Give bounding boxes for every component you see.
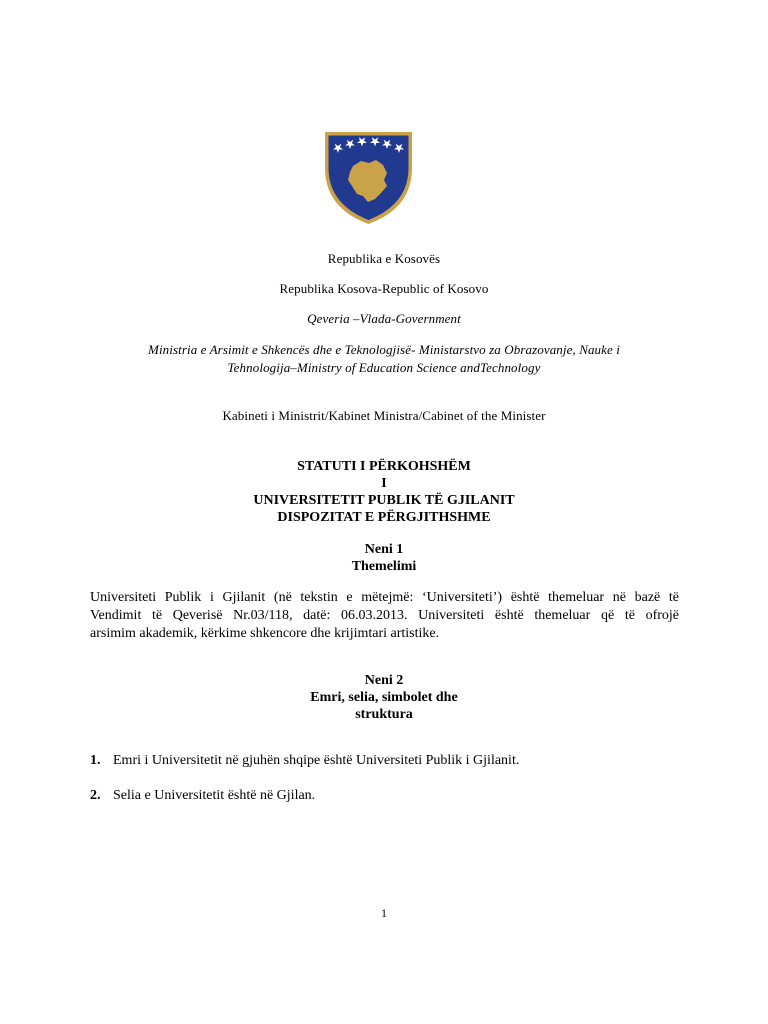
article2-subtitle-line1: Emri, selia, simbolet dhe <box>310 690 458 705</box>
list-item-number: 2. <box>90 788 101 803</box>
paragraph-line: Vendimit të Qeverisë Nr.03/118, datë: 06.03.2013. Universiteti është themeluar që të ofrojë <box>90 608 679 623</box>
document-title-line1: STATUTI I PËRKOHSHËM <box>297 459 471 474</box>
coat-of-arms-emblem <box>321 128 416 226</box>
paragraph-line: arsimim akademik, kërkime shkencore dhe krijimtari artistike. <box>90 626 440 641</box>
list-item <box>90 788 315 804</box>
article1-number: Neni 1 <box>364 542 404 557</box>
article1-paragraph <box>90 589 679 643</box>
article2-number: Neni 2 <box>364 673 404 688</box>
header-ministry-line2: Tehnologija–Ministry of Education Science andTechnology <box>227 360 541 375</box>
page-number: 1 <box>381 906 387 920</box>
article2-subtitle-line2: struktura <box>355 707 413 722</box>
article1-subtitle: Themelimi <box>351 559 417 574</box>
document-title-line4: DISPOZITAT E PËRGJITHSHME <box>277 510 491 525</box>
list-item-text: Selia e Universitetit është në Gjilan. <box>113 788 316 803</box>
list-item-text: Emri i Universitetit në gjuhën shqipe është Universiteti Publik i Gjilanit. <box>113 753 520 768</box>
header-ministry-line1: Ministria e Arsimit e Shkencës dhe e Teknologjisë- Ministarstvo za Obrazovanje, Nauke i <box>148 342 620 357</box>
header-country-serbian-english: Republika Kosova-Republic of Kosovo <box>279 281 489 296</box>
header-government: Qeveria –Vlada-Government <box>307 311 461 326</box>
header-cabinet: Kabineti i Ministrit/Kabinet Ministra/Cabinet of the Minister <box>222 408 546 423</box>
header-country-albanian: Republika e Kosovës <box>327 251 441 266</box>
document-title-line2: I <box>381 476 387 491</box>
paragraph-line: Universiteti Publik i Gjilanit (në tekstin e mëtejmë: ‘Universiteti’) është themeluar në bazë të <box>90 590 679 605</box>
list-item <box>90 753 519 769</box>
document-title-line3: UNIVERSITETIT PUBLIK TË GJILANIT <box>253 493 515 508</box>
list-item-number: 1. <box>90 753 101 768</box>
